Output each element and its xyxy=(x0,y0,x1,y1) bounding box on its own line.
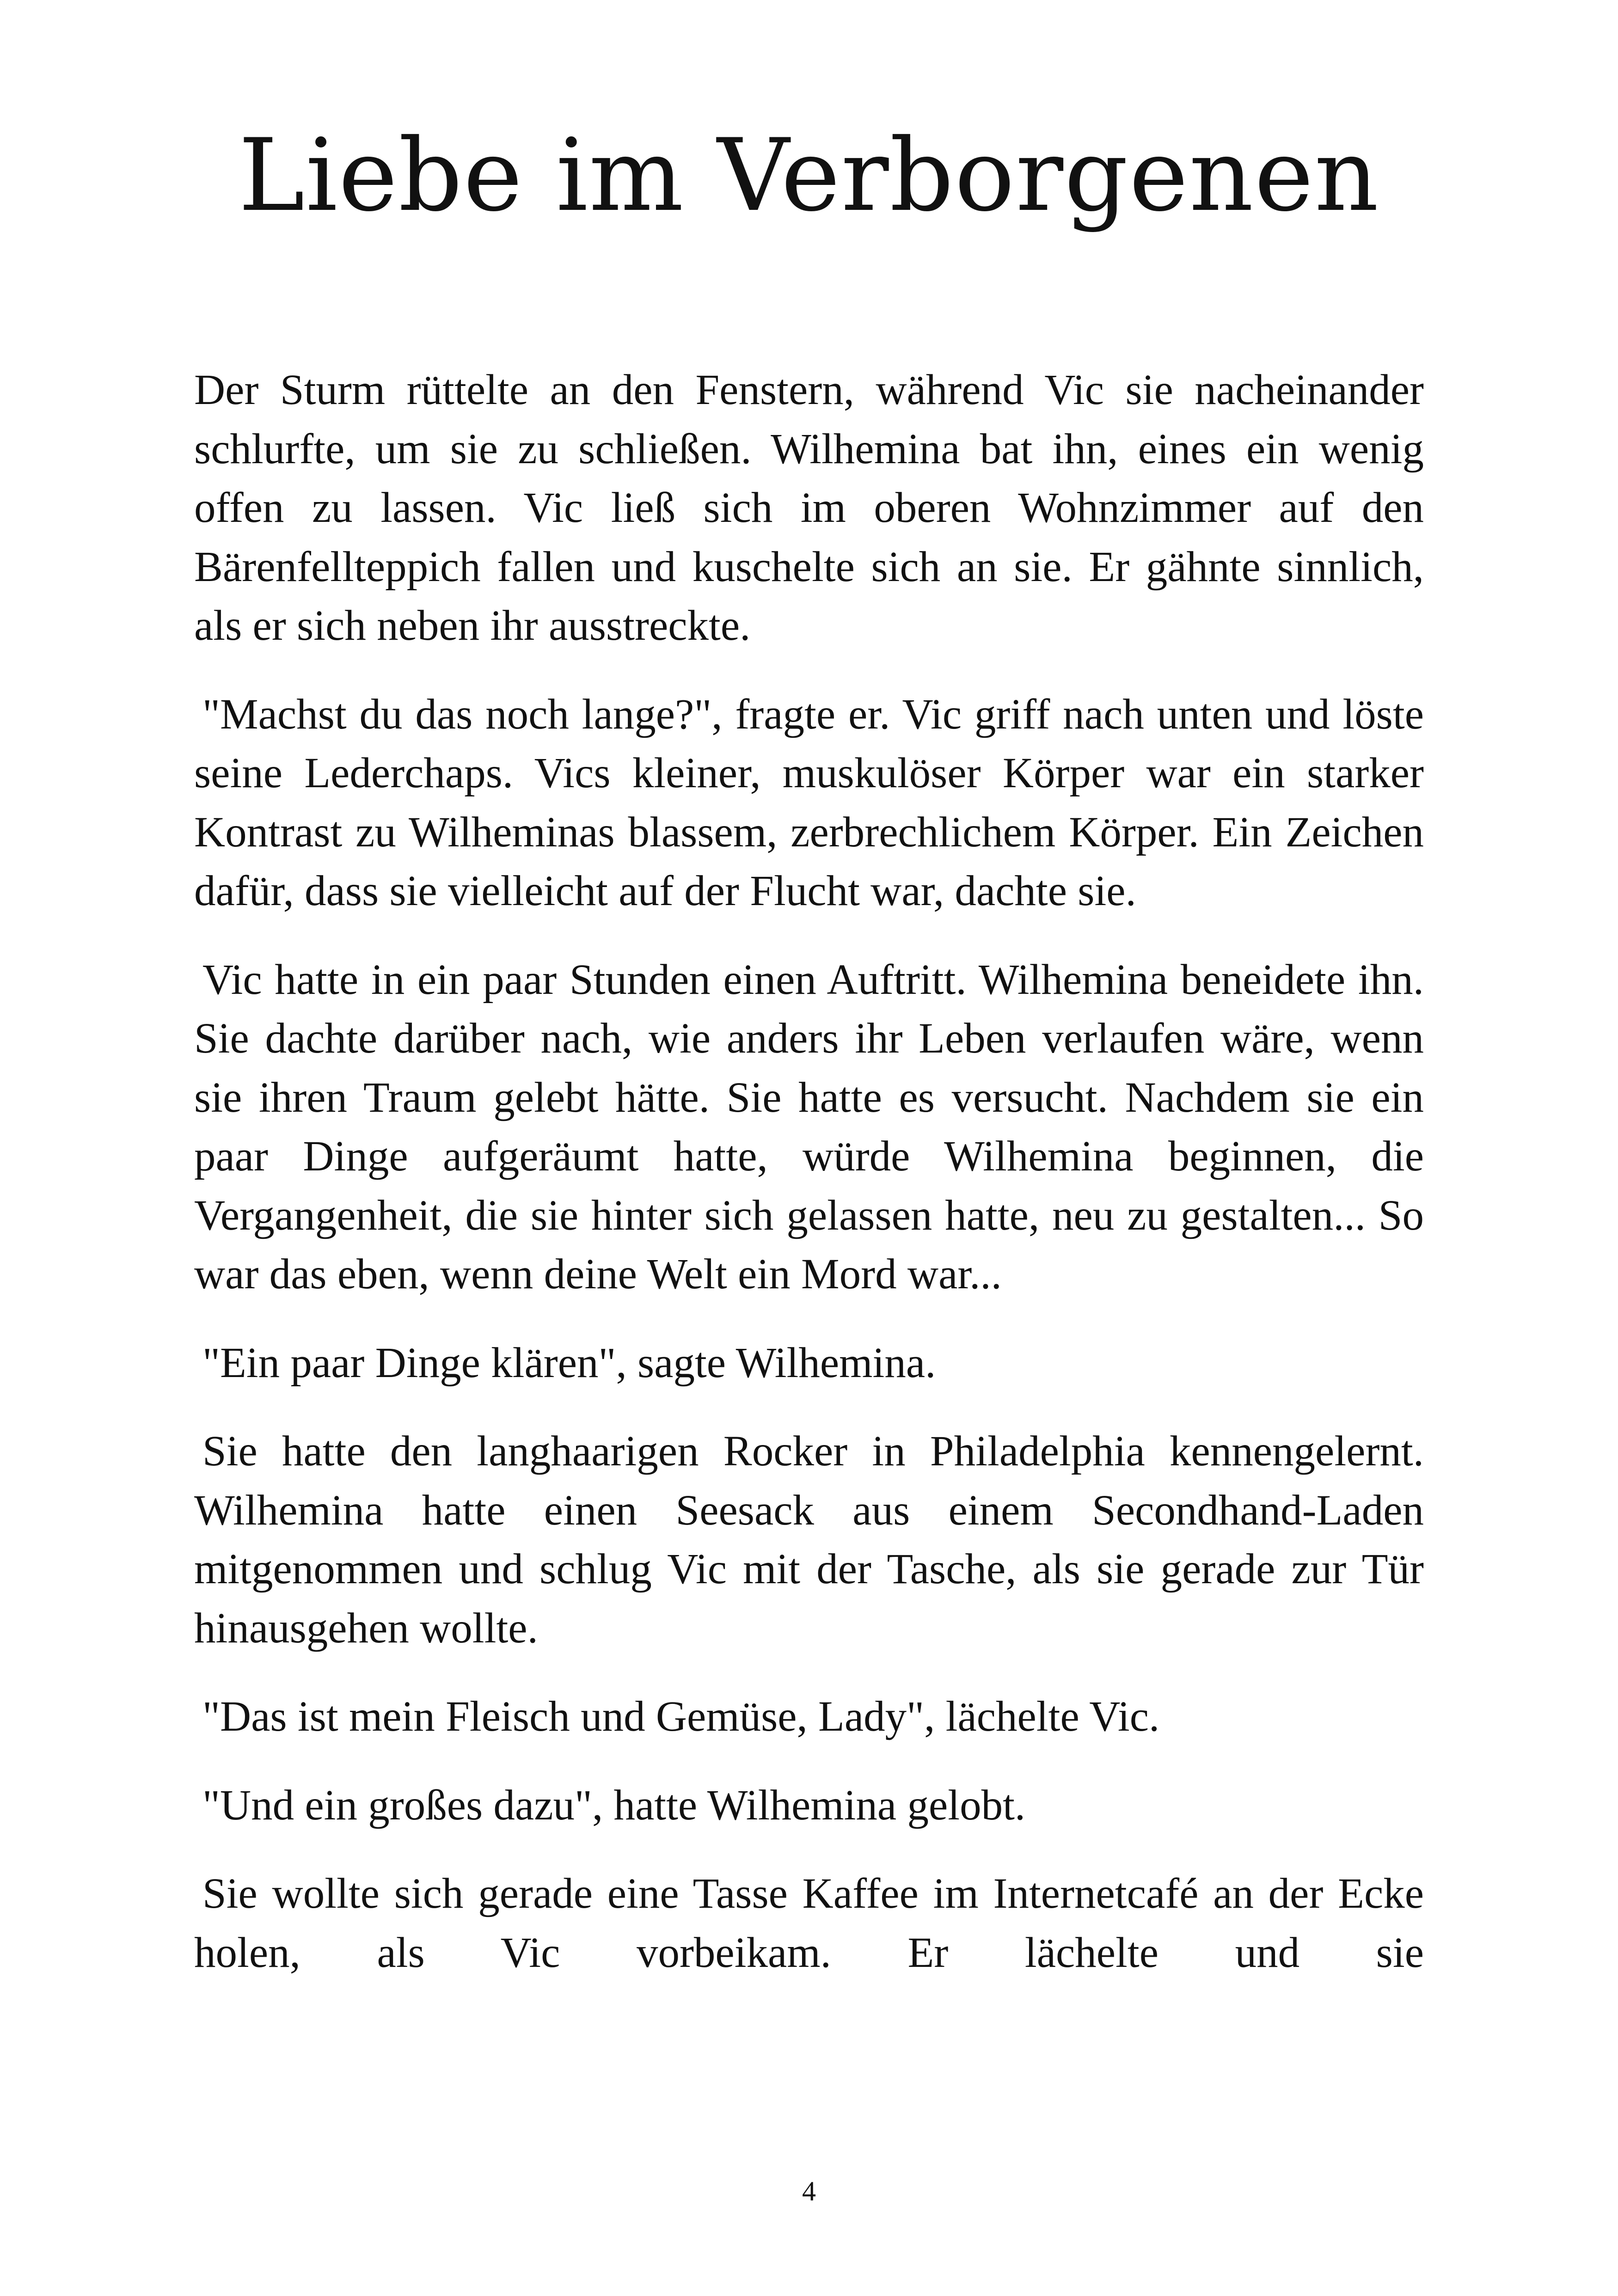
page-number: 4 xyxy=(802,2176,816,2206)
body-text xyxy=(194,361,1424,1982)
paragraph: "Ein paar Dinge klären", sagte Wilhemina. xyxy=(202,1339,936,1387)
paragraph: Vic hatte in ein paar Stunden einen Auftritt. Wilhemina beneidete ihn. Sie dachte darüber nach, wie anders ihr Leben verlaufen wäre, wenn sie ihren Traum gelebt hätte. Sie hatte es versucht. Nachdem sie ein paar Dinge aufgeräumt hatte, würde Wilhemina beginnen, die Vergangenheit, die sie hinter sich gelassen hatte, neu zu gestalten... So war das eben, wenn deine Welt ein Mord war... xyxy=(194,955,1424,1298)
paragraph: Sie wollte sich gerade eine Tasse Kaffee im Internetcafé an der Ecke holen, als Vic vorbeikam. Er lächelte und sie xyxy=(194,1870,1424,1977)
paragraph: "Machst du das noch lange?", fragte er. Vic griff nach unten und löste seine Lederchaps. Vics kleiner, muskulöser Körper war ein starker Kontrast zu Wilheminas blassem, zerbrechlichem Körper. Ein Zeichen dafür, dass sie vielleicht auf der Flucht war, dachte sie. xyxy=(194,690,1424,915)
paragraph: Sie hatte den langhaarigen Rocker in Philadelphia kennengelernt. Wilhemina hatte einen Seesack aus einem Secondhand-Laden mitgenommen und schlug Vic mit der Tasche, als sie gerade zur Tür hinausgehen wollte. xyxy=(194,1427,1424,1652)
paragraph: Der Sturm rüttelte an den Fenstern, während Vic sie nacheinander schlurfte, um sie zu schließen. Wilhemina bat ihn, eines ein wenig offen zu lassen. Vic ließ sich im oberen Wohnzimmer auf den Bärenfellteppich fallen und kuschelte sich an sie. Er gähnte sinnlich, als er sich neben ihr ausstreckte. xyxy=(194,366,1424,649)
paragraph: "Und ein großes dazu", hatte Wilhemina gelobt. xyxy=(202,1781,1026,1829)
paragraph: "Das ist mein Fleisch und Gemüse, Lady", lächelte Vic. xyxy=(202,1693,1160,1740)
page-title: Liebe im Verborgenen xyxy=(238,117,1380,233)
